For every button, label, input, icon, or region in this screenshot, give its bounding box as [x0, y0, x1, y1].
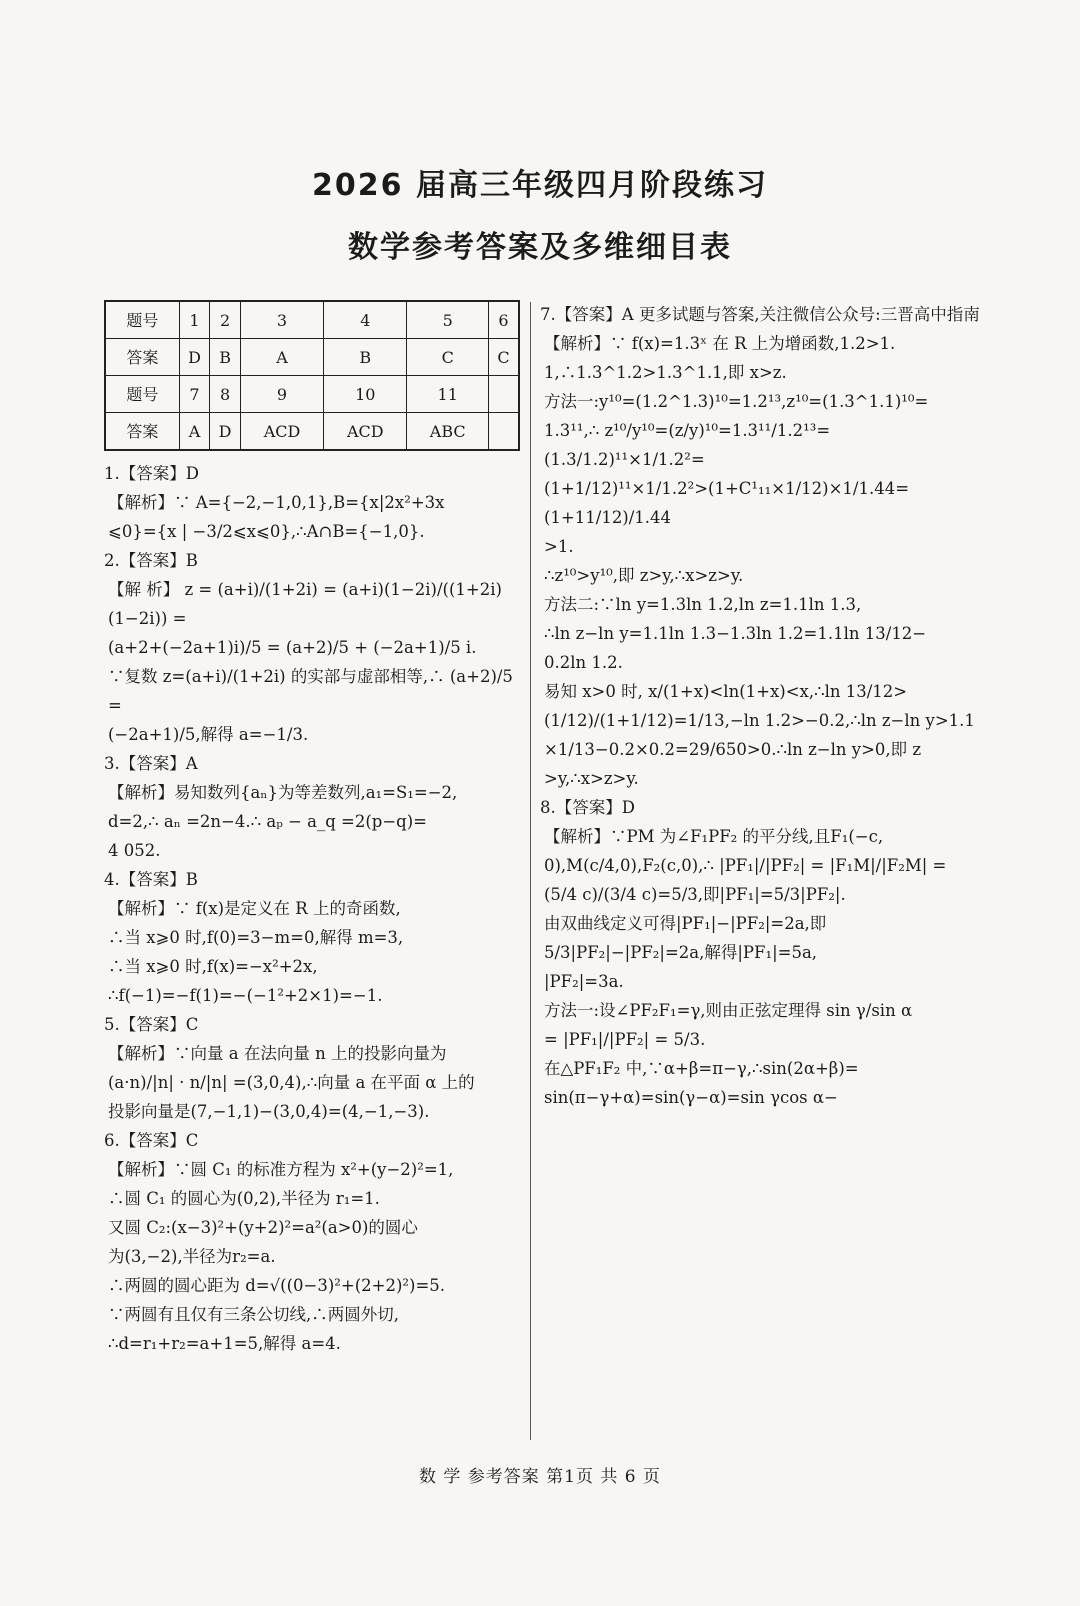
table-cell: 答案 — [105, 339, 179, 376]
text-line: 为(3,−2),半径为r₂=a. — [108, 1247, 276, 1266]
table-cell: 5 — [407, 301, 489, 339]
text-line: 方法一:设∠PF₂F₁=γ,则由正弦定理得 sin γ/sin α — [544, 1001, 913, 1020]
table-cell: D — [210, 413, 241, 451]
text-line: 【解析】∵ f(x)是定义在 R 上的奇函数, — [108, 899, 401, 918]
table-cell: 题号 — [105, 376, 179, 413]
table-cell: ACD — [324, 413, 407, 451]
table-cell — [489, 413, 519, 451]
table-cell: B — [324, 339, 407, 376]
table-cell: 8 — [210, 376, 241, 413]
table-cell: 7 — [179, 376, 210, 413]
text-line: 【解析】∵向量 a 在法向量 n 上的投影向量为 — [108, 1044, 447, 1063]
table-cell: D — [179, 339, 210, 376]
answer-table — [104, 300, 520, 451]
text-line: ∴f(−1)=−f(1)=−(−1²+2×1)=−1. — [108, 986, 383, 1005]
text-line: 0.2ln 1.2. — [544, 653, 623, 672]
table-row — [105, 376, 519, 413]
column-divider — [530, 302, 531, 1440]
text-line: ∴圆 C₁ 的圆心为(0,2),半径为 r₁=1. — [108, 1189, 380, 1208]
table-cell: ABC — [407, 413, 489, 451]
text-line: 4.【答案】B — [104, 870, 198, 889]
table-row — [105, 339, 519, 376]
text-line: 4 052. — [108, 841, 161, 860]
text-line: (−2a+1)/5,解得 a=−1/3. — [108, 725, 309, 744]
text-line: 【解析】∵ f(x)=1.3ˣ 在 R 上为增函数,1.2>1. — [544, 334, 896, 353]
text-line: 由双曲线定义可得|PF₁|−|PF₂|=2a,即 — [544, 914, 827, 933]
table-cell: 4 — [324, 301, 407, 339]
text-line: 【解析】∵圆 C₁ 的标准方程为 x²+(y−2)²=1, — [108, 1160, 454, 1179]
text-line: 5/3|PF₂|−|PF₂|=2a,解得|PF₁|=5a, — [544, 943, 818, 962]
text-line: 1,∴1.3^1.2>1.3^1.1,即 x>z. — [544, 363, 787, 382]
left-column — [104, 300, 524, 1358]
table-cell: 题号 — [105, 301, 179, 339]
text-line: = |PF₁|/|PF₂| = 5/3. — [544, 1030, 706, 1049]
text-line: 【解 析】 z = (a+i)/(1+2i) = (a+i)(1−2i)/((1+2i)(1−2i)) = — [108, 580, 502, 628]
table-cell: 2 — [210, 301, 241, 339]
table-cell: B — [210, 339, 241, 376]
text-line: (1+1/12)¹¹×1/1.2²>(1+C¹₁₁×1/12)×1/1.44=(1+11/12)/1.44 — [544, 479, 910, 527]
text-line: 在△PF₁F₂ 中,∵α+β=π−γ,∴sin(2α+β)= — [544, 1059, 859, 1078]
text-line: 【解析】易知数列{aₙ}为等差数列,a₁=S₁=−2, — [108, 783, 458, 802]
text-line: ∴z¹⁰>y¹⁰,即 z>y,∴x>z>y. — [544, 566, 744, 585]
text-line: 1.3¹¹,∴ z¹⁰/y¹⁰=(z/y)¹⁰=1.3¹¹/1.2¹³=(1.3/1.2)¹¹×1/1.2²= — [544, 421, 831, 469]
text-line: 0),M(c/4,0),F₂(c,0),∴ |PF₁|/|PF₂| = |F₁M|/|F₂M| = — [544, 856, 947, 875]
table-cell: 1 — [179, 301, 210, 339]
page-footer: 数 学 参考答案 第1页 共 6 页 — [418, 1467, 662, 1487]
text-line: (a+2+(−2a+1)i)/5 = (a+2)/5 + (−2a+1)/5 i. — [108, 638, 477, 657]
table-cell: C — [407, 339, 489, 376]
table-cell: 10 — [324, 376, 407, 413]
text-line: 方法二:∵ln y=1.3ln 1.2,ln z=1.1ln 1.3, — [544, 595, 862, 614]
text-line: 2.【答案】B — [104, 551, 198, 570]
table-cell: 11 — [407, 376, 489, 413]
table-cell: 答案 — [105, 413, 179, 451]
table-row — [105, 301, 519, 339]
text-line: 8.【答案】D — [540, 798, 635, 817]
right-column — [540, 300, 980, 1112]
text-line: >1. — [544, 537, 574, 556]
text-line: (a·n)/|n| · n/|n| =(3,0,4),∴向量 a 在平面 α 上的 — [108, 1073, 475, 1092]
table-row — [105, 413, 519, 451]
table-cell — [489, 376, 519, 413]
text-line: ∵两圆有且仅有三条公切线,∴两圆外切, — [108, 1305, 399, 1324]
text-line: 投影向量是(7,−1,1)−(3,0,4)=(4,−1,−3). — [108, 1102, 430, 1121]
table-cell: ACD — [240, 413, 323, 451]
table-cell: A — [179, 413, 210, 451]
table-cell: 6 — [489, 301, 519, 339]
text-line: (5/4 c)/(3/4 c)=5/3,即|PF₁|=5/3|PF₂|. — [544, 885, 846, 904]
text-line: ⩽0}={x | −3/2⩽x⩽0},∴A∩B={−1,0}. — [108, 522, 425, 541]
text-line: ∴ln z−ln y=1.1ln 1.3−1.3ln 1.2=1.1ln 13/12− — [544, 624, 927, 643]
text-line: 5.【答案】C — [104, 1015, 199, 1034]
table-cell: C — [489, 339, 519, 376]
text-line: >y,∴x>z>y. — [544, 769, 639, 788]
text-line: 1.【答案】D — [104, 464, 199, 483]
table-cell: 3 — [240, 301, 323, 339]
text-line: ∵复数 z=(a+i)/(1+2i) 的实部与虚部相等,∴ (a+2)/5 = — [108, 667, 513, 715]
text-line: 易知 x>0 时, x/(1+x)<ln(1+x)<x,∴ln 13/12> — [544, 682, 908, 701]
text-line: 【解析】∵PM 为∠F₁PF₂ 的平分线,且F₁(−c, — [544, 827, 884, 846]
text-line: ∴当 x⩾0 时,f(0)=3−m=0,解得 m=3, — [108, 928, 404, 947]
text-line: 又圆 C₂:(x−3)²+(y+2)²=a²(a>0)的圆心 — [108, 1218, 418, 1237]
text-line: 【解析】∵ A={−2,−1,0,1},B={x|2x²+3x — [108, 493, 445, 512]
page-title: 2026 届高三年级四月阶段练习 — [312, 168, 768, 203]
text-line: ∴当 x⩾0 时,f(x)=−x²+2x, — [108, 957, 318, 976]
text-line: 方法一:y¹⁰=(1.2^1.3)¹⁰=1.2¹³,z¹⁰=(1.3^1.1)¹⁰= — [544, 392, 929, 411]
table-cell: A — [240, 339, 323, 376]
left-solution-text — [104, 459, 524, 1358]
page-subtitle: 数学参考答案及多维细目表 — [348, 230, 732, 265]
text-line: ∴两圆的圆心距为 d=√((0−3)²+(2+2)²)=5. — [108, 1276, 446, 1295]
text-line: ∴d=r₁+r₂=a+1=5,解得 a=4. — [108, 1334, 341, 1353]
text-line: sin(π−γ+α)=sin(γ−α)=sin γcos α− — [544, 1088, 838, 1107]
text-line: 7.【答案】A 更多试题与答案,关注微信公众号:三晋高中指南 — [540, 305, 980, 324]
table-cell: 9 — [240, 376, 323, 413]
text-line: |PF₂|=3a. — [544, 972, 624, 991]
text-line: d=2,∴ aₙ =2n−4.∴ aₚ − a_q =2(p−q)= — [108, 812, 427, 831]
text-line: (1/12)/(1+1/12)=1/13,−ln 1.2>−0.2,∴ln z−ln y>1.1 — [544, 711, 975, 730]
text-line: 3.【答案】A — [104, 754, 198, 773]
text-line: 6.【答案】C — [104, 1131, 199, 1150]
text-line: ×1/13−0.2×0.2=29/650>0.∴ln z−ln y>0,即 z — [544, 740, 922, 759]
